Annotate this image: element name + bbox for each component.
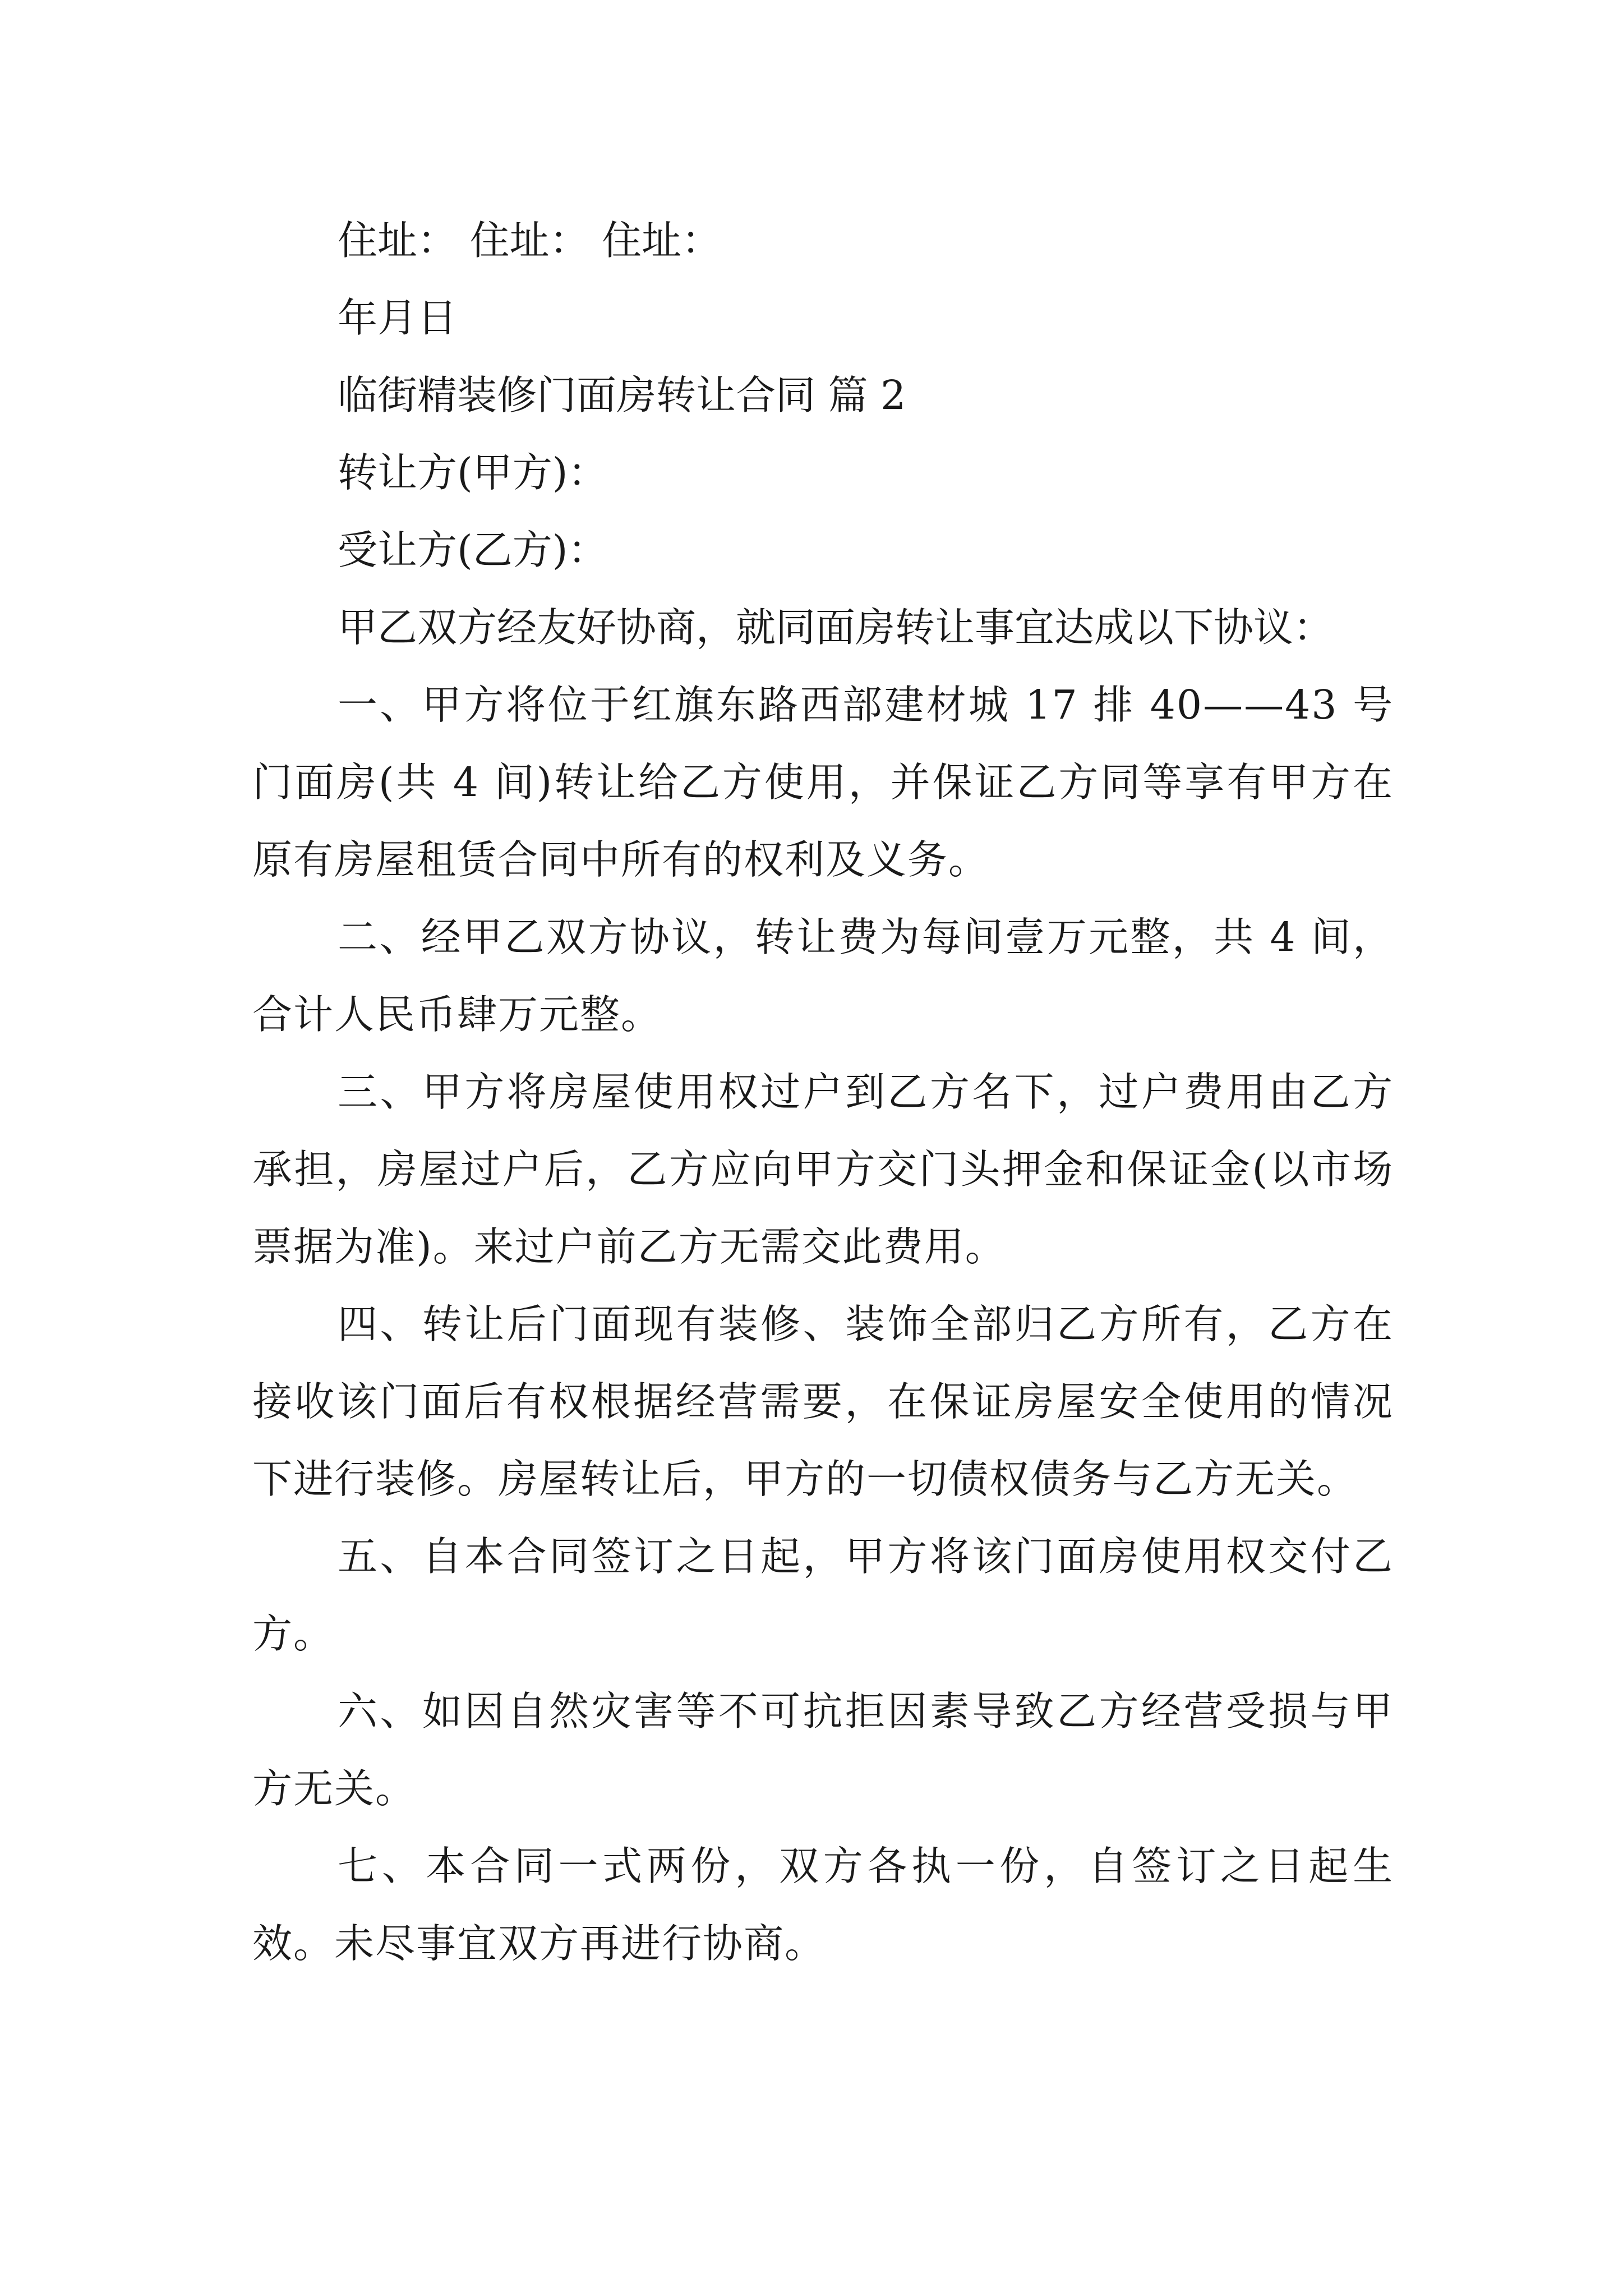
clause-1: 一、甲方将位于红旗东路西部建材城 17 排 40——43 号门面房(共 4 间)转让给乙方使用，并保证乙方同等享有甲方在原有房屋租赁合同中所有的权利及义务。	[252, 682, 1394, 883]
transferee-line: 受让方(乙方)：	[338, 527, 608, 573]
clause-6: 六、如因自然灾害等不可抗拒因素导致乙方经营受损与甲方无关。	[252, 1688, 1394, 1812]
clause-5: 五、自本合同签订之日起，甲方将该门面房使用权交付乙方。	[252, 1533, 1394, 1657]
contract-title: 临街精装修门面房转让合同 篇 2	[338, 372, 906, 418]
clause-2: 二、经甲乙双方协议，转让费为每间壹万元整，共 4 间，合计人民币肆万元整。	[252, 914, 1394, 1038]
transferor-line: 转让方(甲方)：	[338, 449, 608, 496]
clause-7: 七、本合同一式两份，双方各执一份，自签订之日起生效。未尽事宜双方再进行协商。	[252, 1843, 1394, 1967]
clause-4: 四、转让后门面现有装修、装饰全部归乙方所有，乙方在接收该门面后有权根据经营需要，在保证房屋安全使用的情况下进行装修。房屋转让后，甲方的一切债权债务与乙方无关。	[252, 1301, 1394, 1502]
date-line: 年月日	[338, 295, 458, 341]
document-body	[252, 202, 1394, 1982]
agreement-intro: 甲乙双方经友好协商，就同面房转让事宜达成以下协议：	[338, 604, 1334, 651]
clause-3: 三、甲方将房屋使用权过户到乙方名下，过户费用由乙方承担，房屋过户后，乙方应向甲方交门头押金和保证金(以市场票据为准)。来过户前乙方无需交此费用。	[252, 1069, 1394, 1270]
address-line: 住址： 住址： 住址：	[338, 217, 722, 264]
